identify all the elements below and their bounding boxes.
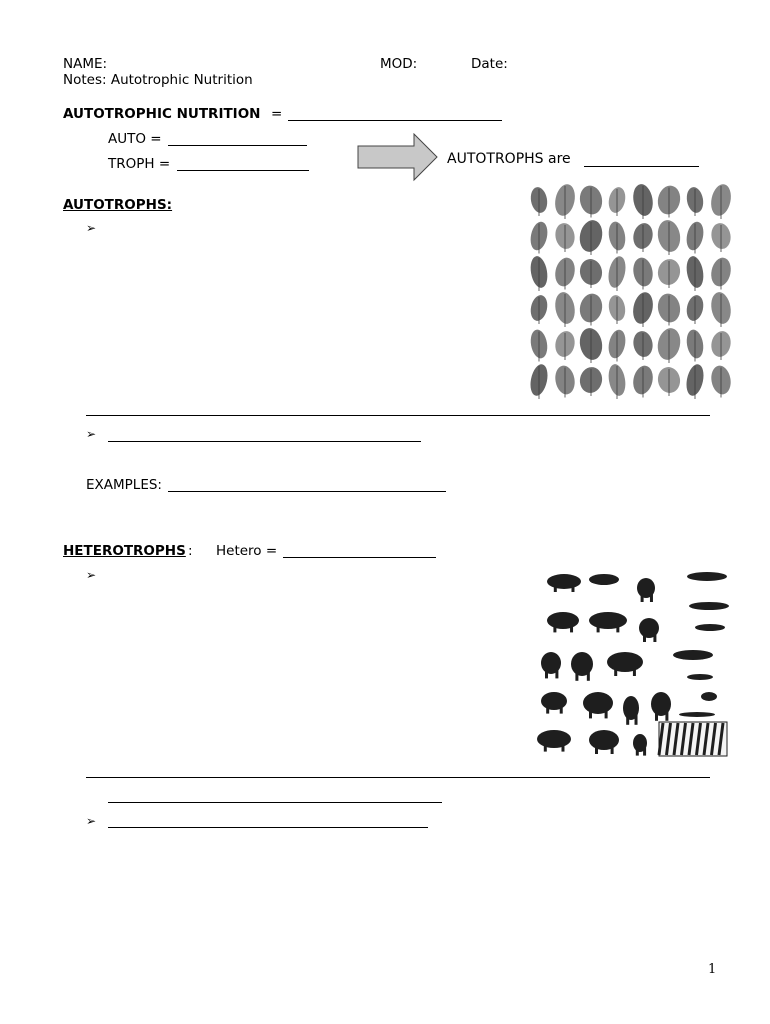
equals-sign: = <box>271 106 283 122</box>
leaf-icon <box>631 256 655 289</box>
heterotrophs-heading: HETEROTROPHS <box>63 543 186 559</box>
leaf-icon <box>684 220 706 253</box>
animal-silhouette-icon <box>547 574 581 592</box>
leaf-icon <box>709 364 733 397</box>
leaf-icon <box>630 290 655 327</box>
leaves-image <box>527 182 734 402</box>
leaf-icon <box>577 292 605 326</box>
date-label: Date: <box>471 56 508 72</box>
leaf-icon <box>607 294 627 324</box>
leaf-icon <box>655 184 683 218</box>
animal-silhouette-icon <box>679 712 715 717</box>
mod-label: MOD: <box>380 56 418 72</box>
animal-silhouette-icon <box>651 692 671 721</box>
auto-label: AUTO = <box>108 131 162 147</box>
leaf-icon <box>709 291 733 327</box>
leaf-icon <box>607 220 628 253</box>
troph-label: TROPH = <box>108 156 171 172</box>
autotrophs-are-label: AUTOTROPHS are <box>447 151 571 167</box>
leaf-icon <box>656 257 683 288</box>
animal-silhouette-icon <box>639 618 659 642</box>
heterotrophs-colon: : <box>188 543 193 559</box>
leaf-icon <box>553 222 576 252</box>
leaf-icon <box>685 186 705 216</box>
examples-blank[interactable] <box>168 491 446 492</box>
troph-blank[interactable] <box>177 170 309 171</box>
leaf-icon <box>553 329 577 360</box>
leaf-icon <box>655 218 682 255</box>
leaf-icon <box>606 186 627 216</box>
page-number: 1 <box>708 962 717 977</box>
leaf-icon <box>709 222 732 252</box>
leaf-icon <box>577 326 604 363</box>
leaf-icon <box>606 363 627 399</box>
leaf-icon <box>553 291 577 327</box>
hetero-label: Hetero = <box>216 543 278 559</box>
leaf-icon <box>528 255 549 291</box>
heterotrophs-second-blank[interactable] <box>108 802 442 803</box>
autotrophs-heading: AUTOTROPHS: <box>63 197 173 213</box>
leaf-icon <box>578 257 604 288</box>
right-arrow-icon <box>356 133 440 183</box>
leaf-icon <box>631 330 654 360</box>
name-label: NAME: <box>63 56 108 72</box>
leaf-icon <box>578 184 605 218</box>
leaf-icon <box>684 255 705 291</box>
animal-silhouette-icon <box>541 692 567 714</box>
leaf-icon <box>606 255 628 291</box>
heterotrophs-answer-line[interactable] <box>86 777 710 778</box>
animal-silhouette-icon <box>571 652 593 681</box>
bullet-icon: ➢ <box>86 427 97 441</box>
leaf-icon <box>684 363 706 399</box>
leaf-icon <box>684 294 705 324</box>
animal-silhouette-icon <box>537 730 571 752</box>
animals-image <box>527 552 734 763</box>
animal-silhouette-icon <box>583 692 613 718</box>
animal-silhouette-icon <box>607 652 643 676</box>
leaf-icon <box>631 183 655 219</box>
autotrophs-are-blank[interactable] <box>584 166 699 167</box>
leaf-icon <box>631 221 655 252</box>
animal-silhouette-icon <box>687 572 727 581</box>
notes-title: Notes: Autotrophic Nutrition <box>63 72 253 88</box>
animal-silhouette-icon <box>541 652 561 678</box>
leaf-icon <box>577 218 605 255</box>
leaf-icon <box>528 363 550 399</box>
leaf-icon <box>656 292 683 326</box>
leaf-icon <box>529 186 549 216</box>
animal-silhouette-icon <box>589 612 627 632</box>
leaf-icon <box>631 364 656 398</box>
animal-silhouette-icon <box>637 578 655 602</box>
animal-silhouette-icon <box>623 696 639 725</box>
animal-silhouette-icon <box>695 624 725 631</box>
leaf-icon <box>606 328 628 361</box>
autotrophs-answer-line[interactable] <box>86 415 710 416</box>
autotrophic-nutrition-heading: AUTOTROPHIC NUTRITION <box>63 106 261 122</box>
auto-blank[interactable] <box>168 145 307 146</box>
leaf-icon <box>685 328 706 361</box>
bullet-icon: ➢ <box>86 568 97 582</box>
zebra-icon <box>659 722 727 756</box>
leaf-icon <box>578 365 605 396</box>
animal-silhouette-icon <box>547 612 579 632</box>
heterotrophs-third-blank[interactable] <box>108 827 428 828</box>
bullet-icon: ➢ <box>86 221 97 235</box>
leaf-icon <box>709 329 733 360</box>
animal-silhouette-icon <box>673 650 713 660</box>
leaf-icon <box>708 182 733 219</box>
leaf-icon <box>709 256 734 290</box>
autotrophic-nutrition-blank[interactable] <box>288 120 502 121</box>
leaf-icon <box>553 364 577 397</box>
leaf-icon <box>655 326 683 363</box>
animal-silhouette-icon <box>689 602 729 610</box>
hetero-blank[interactable] <box>283 557 436 558</box>
leaf-icon <box>528 220 550 253</box>
leaf-icon <box>529 328 550 361</box>
examples-label: EXAMPLES: <box>86 477 162 493</box>
leaf-icon <box>552 182 577 219</box>
animal-silhouette-icon <box>687 674 713 680</box>
bullet-icon: ➢ <box>86 814 97 828</box>
animal-silhouette-icon <box>589 574 619 585</box>
leaf-icon <box>656 365 682 396</box>
autotrophs-second-blank[interactable] <box>108 441 421 442</box>
animal-silhouette-icon <box>589 730 619 754</box>
leaf-icon <box>528 294 549 324</box>
animal-silhouette-icon <box>633 734 647 756</box>
leaf-icon <box>553 256 578 290</box>
animal-silhouette-icon <box>701 692 717 701</box>
